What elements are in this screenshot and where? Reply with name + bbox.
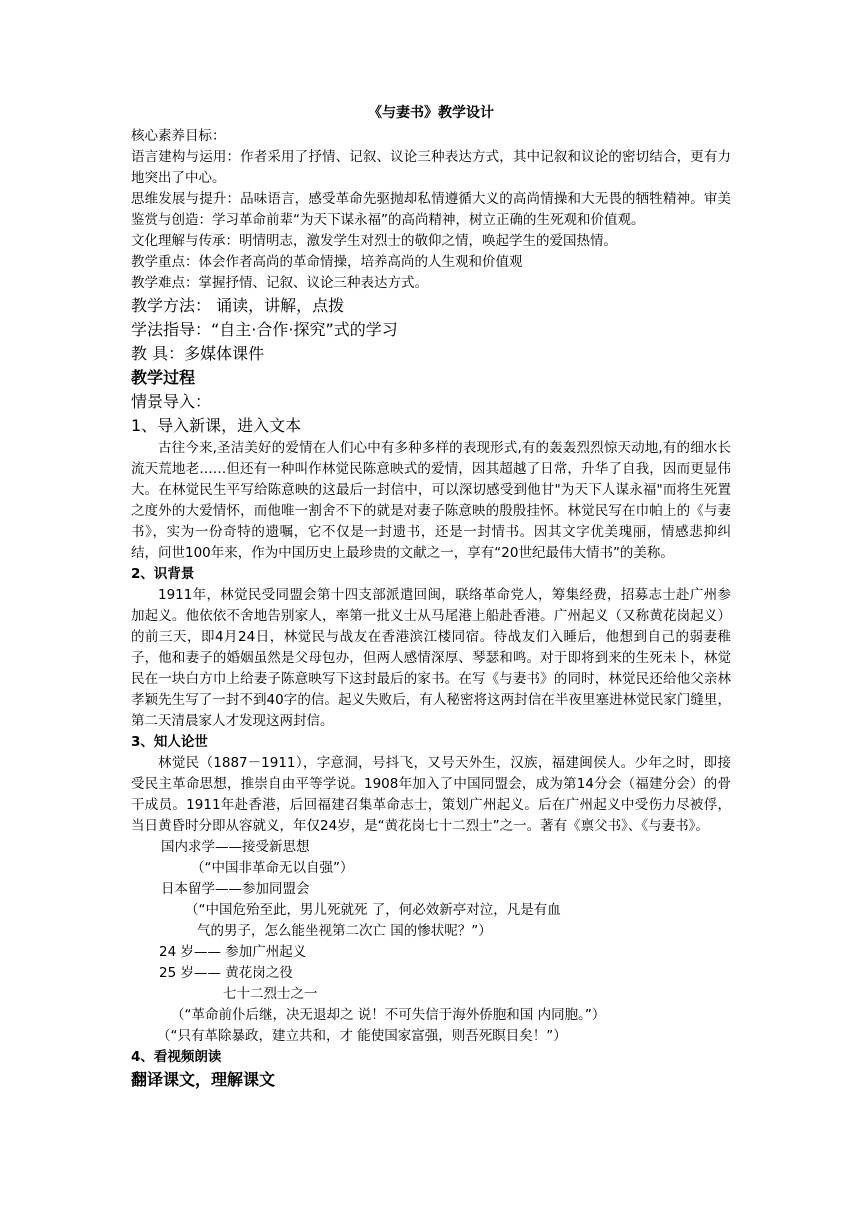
step3-heading: 3、知人论世 [131,734,208,750]
step2-heading: 2、识背景 [131,566,195,582]
teaching-method: 教学方法： 诵读，讲解，点拨 [131,296,345,315]
step3-text: 林觉民（1887－1911），字意洞，号抖飞，又号天外生，汉族，福建闽侯人。少年之时，即接受民主革命思想，推崇自由平等学说。1908年加入了中国同盟会，成为第14分会（福建分会）的骨干成员。1911年赴香港，后回福建召集革命志士，策划广州起义。后在广州起义中受伤力尽被俘，当日黄昏时分即从容就义，年仅24岁，是“黄花岗七十二烈士”之一。著有《禀父书》、《与妻书》。 [131,755,731,834]
goals-heading: 核心素养目标： [131,128,226,144]
step2-text: 1911年，林觉民受同盟会第十四支部派遣回闽，联络革命党人，筹集经费，招募志士赴广州参加起义。他依依不舍地告别家人，率第一批义士从马尾港上船赴香港。广州起义（又称黄花岗起义）的前三天，即4月24日，林觉民与战友在香港滨江楼同宿。待战友们入睡后，他想到自己的弱妻稚子，他和妻子的婚姻虽然是父母包办，但两人感情深厚、琴瑟和鸣。对于即将到来的生死未卜，林觉民在一块白方巾上给妻子陈意映写下这封最后的家书。在写《与妻书》的同时，林觉民还给他父亲林孝颖先生写了一封不到40字的信。起义失败后，有人秘密将这两封信在半夜里塞进林觉民家门缝里，第二天清晨家人才发现这两封信。 [131,587,731,729]
timeline-item: （“革命前仆后继，决无退却之 说！不可失信于海外侨胞和国 内同胞。”） [171,1007,606,1023]
timeline-item: 气的男子，怎么能坐视第二次亡 国的惨状呢？”） [197,923,492,939]
teaching-tools: 教 具：多媒体课件 [131,344,265,363]
goal-culture: 文化理解与传承：明情明志，激发学生对烈士的敬仰之情，唤起学生的爱国热情。 [131,233,617,249]
learning-guidance: 学法指导：“自主·合作·探究”式的学习 [131,320,398,339]
timeline-item: 日本留学——参加同盟会 [161,881,310,897]
timeline-item: 国内求学——接受新思想 [161,839,310,855]
timeline-item: 24 岁—— 参加广州起义 [159,944,307,960]
document-title: 《与妻书》教学设计 [368,105,494,121]
process-heading: 教学过程 [131,368,196,387]
step1-text: 古往今来,圣洁美好的爱情在人们心中有多种多样的表现形式,有的轰轰烈烈惊天动地,有的细水长流天荒地老……但还有一种叫作林觉民陈意映式的爱情，因其超越了日常，升华了自我，因而更显伟大。在林觉民生平写给陈意映的这最后一封信中，可以深切感受到他甘"为天下人谋永福"而将生死置之度外的大爱情怀，而他唯一割舍不下的就是对妻子陈意映的殷殷挂怀。林觉民写在巾帕上的《与妻书》，实为一份奇特的遗嘱，它不仅是一封遗书，还是一封情书。因其文字优美瑰丽，情感悲抑纠结，问世100年来，作为中国历史上最珍贵的文献之一，享有“20世纪最伟大情书”的美称。 [131,440,731,561]
timeline-item: （“只有革除暴政，建立共和，才 能使国家富强，则吾死瞑目矣！”） [157,1028,567,1044]
step1-heading: 1、导入新课，进入文本 [131,416,302,435]
scene-intro: 情景导入： [131,392,212,411]
translate-heading: 翻译课文，理解课文 [131,1070,276,1089]
difficulty: 教学难点：掌握抒情、记叙、议论三种表达方式。 [131,275,428,291]
goal-thinking: 思维发展与提升：品味语言，感受革命先驱抛却私情遵循大义的高尚情操和大无畏的牺牲精神。审美鉴赏与创造：学习革命前辈“为天下谋永福”的高尚精神，树立正确的生死观和价值观。 [131,191,731,228]
timeline [131,837,731,1047]
goal-language: 语言建构与运用：作者采用了抒情、记叙、议论三种表达方式，其中记叙和议论的密切结合，更有力地突出了中心。 [131,149,731,186]
document-page [131,103,731,1092]
timeline-item: 七十二烈士之一 [223,986,318,1002]
timeline-item: （“中国危殆至此，男儿死就死 了，何必效新亭对泣，凡是有血 [185,902,561,918]
timeline-item: （“中国非革命无以自强”） [191,860,354,876]
key-point: 教学重点：体会作者高尚的革命情操，培养高尚的人生观和价值观 [131,254,523,270]
timeline-item: 25 岁—— 黄花岗之役 [159,965,293,981]
step4-heading: 4、看视频朗读 [131,1049,222,1065]
